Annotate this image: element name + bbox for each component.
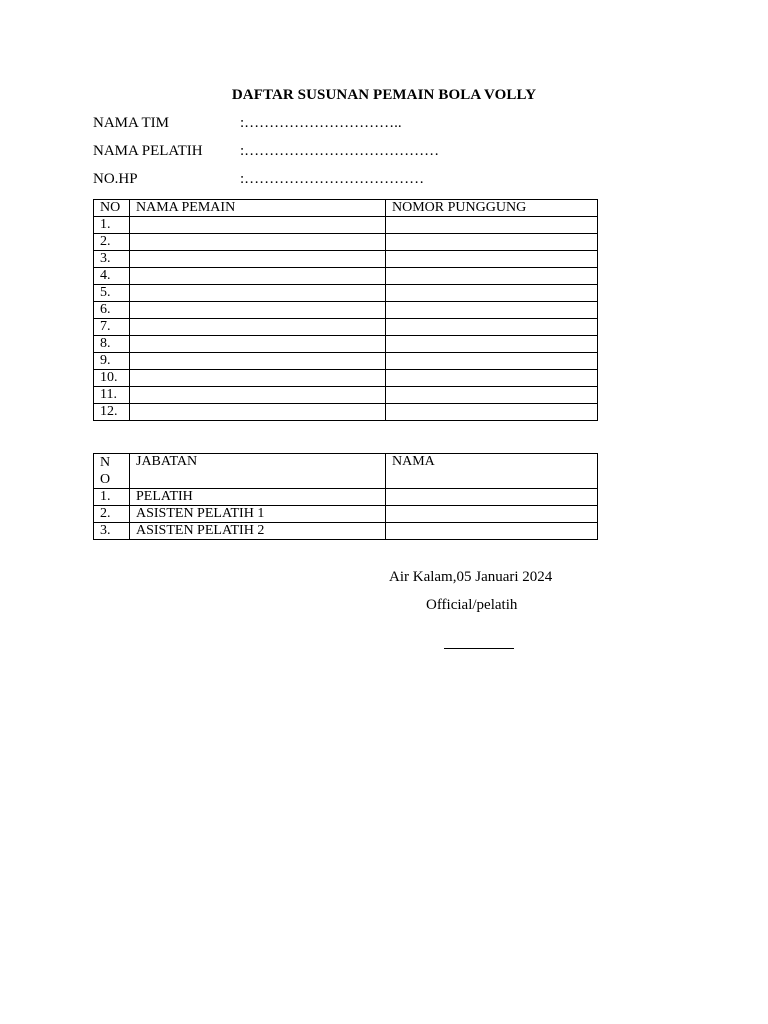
position-cell: PELATIH: [130, 489, 386, 506]
player-name-cell: [130, 319, 386, 336]
player-name-cell: [130, 336, 386, 353]
phone-blank: :………………………………: [240, 171, 425, 187]
row-number: 9.: [94, 353, 130, 370]
header-no: NO: [94, 200, 130, 217]
header-jersey-number: NOMOR PUNGGUNG: [386, 200, 598, 217]
player-name-cell: [130, 404, 386, 421]
jersey-number-cell: [386, 319, 598, 336]
row-number: 3.: [94, 523, 130, 540]
row-number: 1.: [94, 217, 130, 234]
officials-table: [93, 453, 598, 540]
table-row: [94, 506, 598, 523]
table-row: [94, 353, 598, 370]
table-row: [94, 217, 598, 234]
table-row: [94, 251, 598, 268]
player-name-cell: [130, 353, 386, 370]
row-number: 1.: [94, 489, 130, 506]
player-name-cell: [130, 370, 386, 387]
document-title: DAFTAR SUSUNAN PEMAIN BOLA VOLLY: [231, 87, 537, 103]
row-number: 11.: [94, 387, 130, 404]
jersey-number-cell: [386, 404, 598, 421]
header-no: [94, 454, 130, 489]
coach-name-blank: :…………………………………: [240, 143, 440, 159]
row-number: 8.: [94, 336, 130, 353]
official-name-cell: [386, 489, 598, 506]
table-row: [94, 302, 598, 319]
row-number: 12.: [94, 404, 130, 421]
header-player-name: NAMA PEMAIN: [130, 200, 386, 217]
jersey-number-cell: [386, 217, 598, 234]
position-cell: ASISTEN PELATIH 2: [130, 523, 386, 540]
row-number: 6.: [94, 302, 130, 319]
row-number: 2.: [94, 234, 130, 251]
table-row: [94, 268, 598, 285]
position-cell: ASISTEN PELATIH 1: [130, 506, 386, 523]
official-name-cell: [386, 523, 598, 540]
header-position: JABATAN: [130, 454, 386, 489]
team-name-label: NAMA TIM: [93, 115, 169, 131]
table-row: [94, 370, 598, 387]
table-row: [94, 387, 598, 404]
team-name-blank: :…………………………..: [240, 115, 402, 131]
jersey-number-cell: [386, 387, 598, 404]
header-no-text: NO: [100, 455, 111, 487]
signatory-role: Official/pelatih: [426, 597, 518, 613]
header-name: NAMA: [386, 454, 598, 489]
table-row: [94, 285, 598, 302]
official-name-cell: [386, 506, 598, 523]
player-name-cell: [130, 234, 386, 251]
row-number: 4.: [94, 268, 130, 285]
player-name-cell: [130, 387, 386, 404]
row-number: 3.: [94, 251, 130, 268]
row-number: 5.: [94, 285, 130, 302]
coach-name-label: NAMA PELATIH: [93, 143, 203, 159]
player-name-cell: [130, 217, 386, 234]
phone-label: NO.HP: [93, 171, 138, 187]
place-date: Air Kalam,05 Januari 2024: [389, 569, 553, 585]
jersey-number-cell: [386, 268, 598, 285]
player-name-cell: [130, 285, 386, 302]
players-table: [93, 199, 598, 421]
jersey-number-cell: [386, 234, 598, 251]
jersey-number-cell: [386, 370, 598, 387]
row-number: 2.: [94, 506, 130, 523]
jersey-number-cell: [386, 285, 598, 302]
signature-line: [444, 648, 514, 649]
officials-header-row: [94, 454, 598, 489]
players-header-row: [94, 200, 598, 217]
table-row: [94, 489, 598, 506]
table-row: [94, 336, 598, 353]
player-name-cell: [130, 268, 386, 285]
jersey-number-cell: [386, 302, 598, 319]
player-name-cell: [130, 251, 386, 268]
row-number: 7.: [94, 319, 130, 336]
jersey-number-cell: [386, 251, 598, 268]
jersey-number-cell: [386, 353, 598, 370]
jersey-number-cell: [386, 336, 598, 353]
table-row: [94, 319, 598, 336]
table-row: [94, 404, 598, 421]
table-row: [94, 523, 598, 540]
player-name-cell: [130, 302, 386, 319]
row-number: 10.: [94, 370, 130, 387]
table-row: [94, 234, 598, 251]
